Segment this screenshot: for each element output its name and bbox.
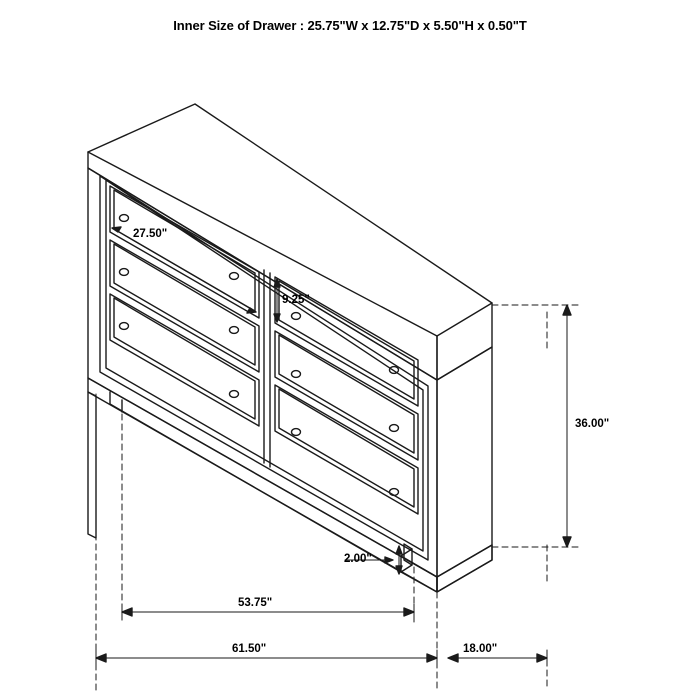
knob-left-2-b: [230, 273, 239, 280]
knob-left-1-a: [120, 215, 129, 222]
knob-right-3-b: [390, 489, 399, 496]
knob-right-2-b: [390, 425, 399, 432]
knob-left-2-a: [120, 269, 129, 276]
knob-left-3-b: [230, 327, 239, 334]
knob-right-2-a: [292, 371, 301, 378]
cabinet-top-front-edge: [88, 152, 437, 380]
dim-label-overall-width: 61.50": [232, 643, 267, 655]
knob-left-3-c: [230, 391, 239, 398]
extension-lines: [96, 305, 578, 690]
dim-36-00: [563, 305, 571, 547]
dim-label-drawer-width: 27.50": [133, 228, 168, 240]
drawer-front-right-2-inner: [279, 335, 414, 453]
dim-label-depth: 18.00": [463, 643, 498, 655]
dim-label-drawer-height: 9.25": [282, 294, 310, 306]
cabinet-right-face: [437, 347, 492, 577]
drawer-front-left-3-inner: [114, 298, 255, 419]
base-band-right: [437, 545, 492, 592]
knob-left-3-a: [120, 323, 129, 330]
base-rail-top-right: [437, 545, 492, 592]
dim-61-50: [96, 650, 437, 666]
knob-right-1-a: [292, 313, 301, 320]
base-notch: [401, 549, 412, 572]
page-title: Inner Size of Drawer : 25.75"W x 12.75"D x 5.50"H x 0.50"T: [173, 18, 527, 33]
cabinet-top-right-edge: [437, 303, 492, 380]
base-left-leg: [88, 392, 96, 538]
knob-right-3-a: [292, 429, 301, 436]
dim-label-base-height: 2.00": [344, 553, 372, 565]
dim-27-50: [106, 180, 258, 313]
drawer-front-left-1-inner: [114, 190, 255, 311]
dim-label-overall-height: 36.00": [575, 418, 610, 430]
dim-label-front-width: 53.75": [238, 597, 273, 609]
